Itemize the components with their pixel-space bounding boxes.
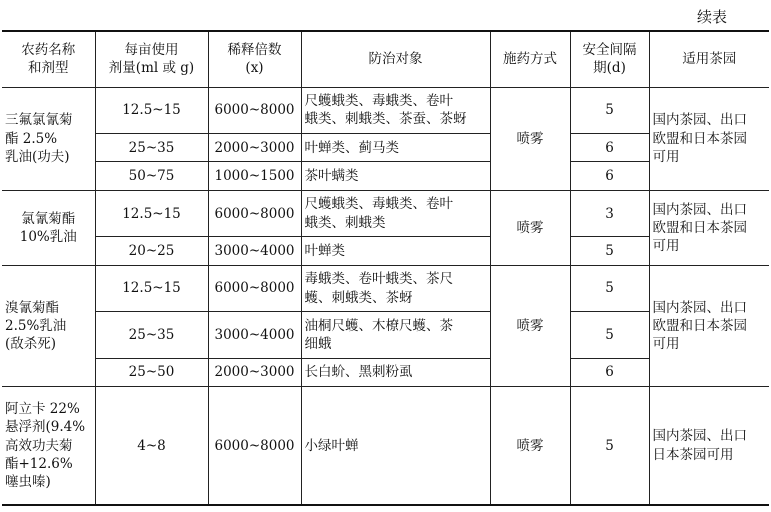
pesticide-name: 阿立卡 22% 悬浮剂(9.4% 高效功夫菊 酯+12.6% 噻虫嗪) (2, 387, 95, 505)
header-target: 防治对象 (301, 31, 490, 87)
dilution-cell: 3000~4000 (208, 237, 301, 266)
interval-cell: 6 (570, 358, 649, 387)
dilution-cell: 6000~8000 (208, 387, 301, 505)
dosage-cell: 25~35 (95, 133, 208, 162)
dilution-cell: 3000~4000 (208, 312, 301, 358)
method-cell: 喷雾 (490, 265, 570, 386)
target-cell: 小绿叶蝉 (301, 387, 490, 505)
dilution-cell: 1000~1500 (208, 162, 301, 191)
dosage-cell: 12.5~15 (95, 265, 208, 311)
dosage-cell: 20~25 (95, 237, 208, 266)
target-cell: 叶蝉类、蓟马类 (301, 133, 490, 162)
interval-cell: 5 (570, 387, 649, 505)
header-dilution: 稀释倍数 (x) (208, 31, 301, 87)
garden-cell: 国内茶园、出口 欧盟和日本茶园 可用 (649, 265, 769, 386)
pesticide-name: 三氟氯氰菊 酯 2.5% 乳油(功夫) (2, 87, 95, 190)
header-garden: 适用茶园 (649, 31, 769, 87)
header-method: 施药方式 (490, 31, 570, 87)
garden-cell: 国内茶园、出口 欧盟和日本茶园 可用 (649, 87, 769, 190)
pesticide-name: 溴氰菊酯 2.5%乳油 (敌杀死) (2, 265, 95, 386)
dosage-cell: 25~35 (95, 312, 208, 358)
dosage-cell: 50~75 (95, 162, 208, 191)
method-cell: 喷雾 (490, 87, 570, 190)
dosage-cell: 25~50 (95, 358, 208, 387)
table-row (2, 87, 769, 133)
method-cell: 喷雾 (490, 387, 570, 505)
dilution-cell: 2000~3000 (208, 133, 301, 162)
table-row (2, 387, 769, 505)
interval-cell: 6 (570, 133, 649, 162)
target-cell: 尺蠖蛾类、毒蛾类、卷叶 蛾类、刺蛾类 (301, 190, 490, 236)
dilution-cell: 6000~8000 (208, 265, 301, 311)
target-cell: 尺蠖蛾类、毒蛾类、卷叶 蛾类、刺蛾类、茶蚕、茶蚜 (301, 87, 490, 133)
target-cell: 叶蝉类 (301, 237, 490, 266)
table-row (2, 265, 769, 311)
dilution-cell: 2000~3000 (208, 358, 301, 387)
dosage-cell: 4~8 (95, 387, 208, 505)
table-caption: 续表 (696, 8, 727, 26)
header-name: 农药名称 和剂型 (2, 31, 95, 87)
target-cell: 油桐尺蠖、木橑尺蠖、茶 细蛾 (301, 312, 490, 358)
header-dosage: 每亩使用 剂量(ml 或 g) (95, 31, 208, 87)
pesticide-name: 氯氰菊酯 10%乳油 (2, 190, 95, 265)
interval-cell: 5 (570, 312, 649, 358)
garden-cell: 国内茶园、出口 日本茶园可用 (649, 387, 769, 505)
interval-cell: 5 (570, 87, 649, 133)
interval-cell: 3 (570, 190, 649, 236)
dosage-cell: 12.5~15 (95, 190, 208, 236)
dilution-cell: 6000~8000 (208, 190, 301, 236)
target-cell: 茶叶螨类 (301, 162, 490, 191)
pesticide-table (2, 30, 769, 506)
interval-cell: 5 (570, 265, 649, 311)
method-cell: 喷雾 (490, 190, 570, 265)
dosage-cell: 12.5~15 (95, 87, 208, 133)
table-row (2, 190, 769, 236)
garden-cell: 国内茶园、出口 欧盟和日本茶园 可用 (649, 190, 769, 265)
interval-cell: 6 (570, 162, 649, 191)
header-interval: 安全间隔 期(d) (570, 31, 649, 87)
target-cell: 长白蚧、黑刺粉虱 (301, 358, 490, 387)
dilution-cell: 6000~8000 (208, 87, 301, 133)
target-cell: 毒蛾类、卷叶蛾类、茶尺 蠖、刺蛾类、茶蚜 (301, 265, 490, 311)
interval-cell: 5 (570, 237, 649, 266)
header-row (2, 31, 769, 87)
